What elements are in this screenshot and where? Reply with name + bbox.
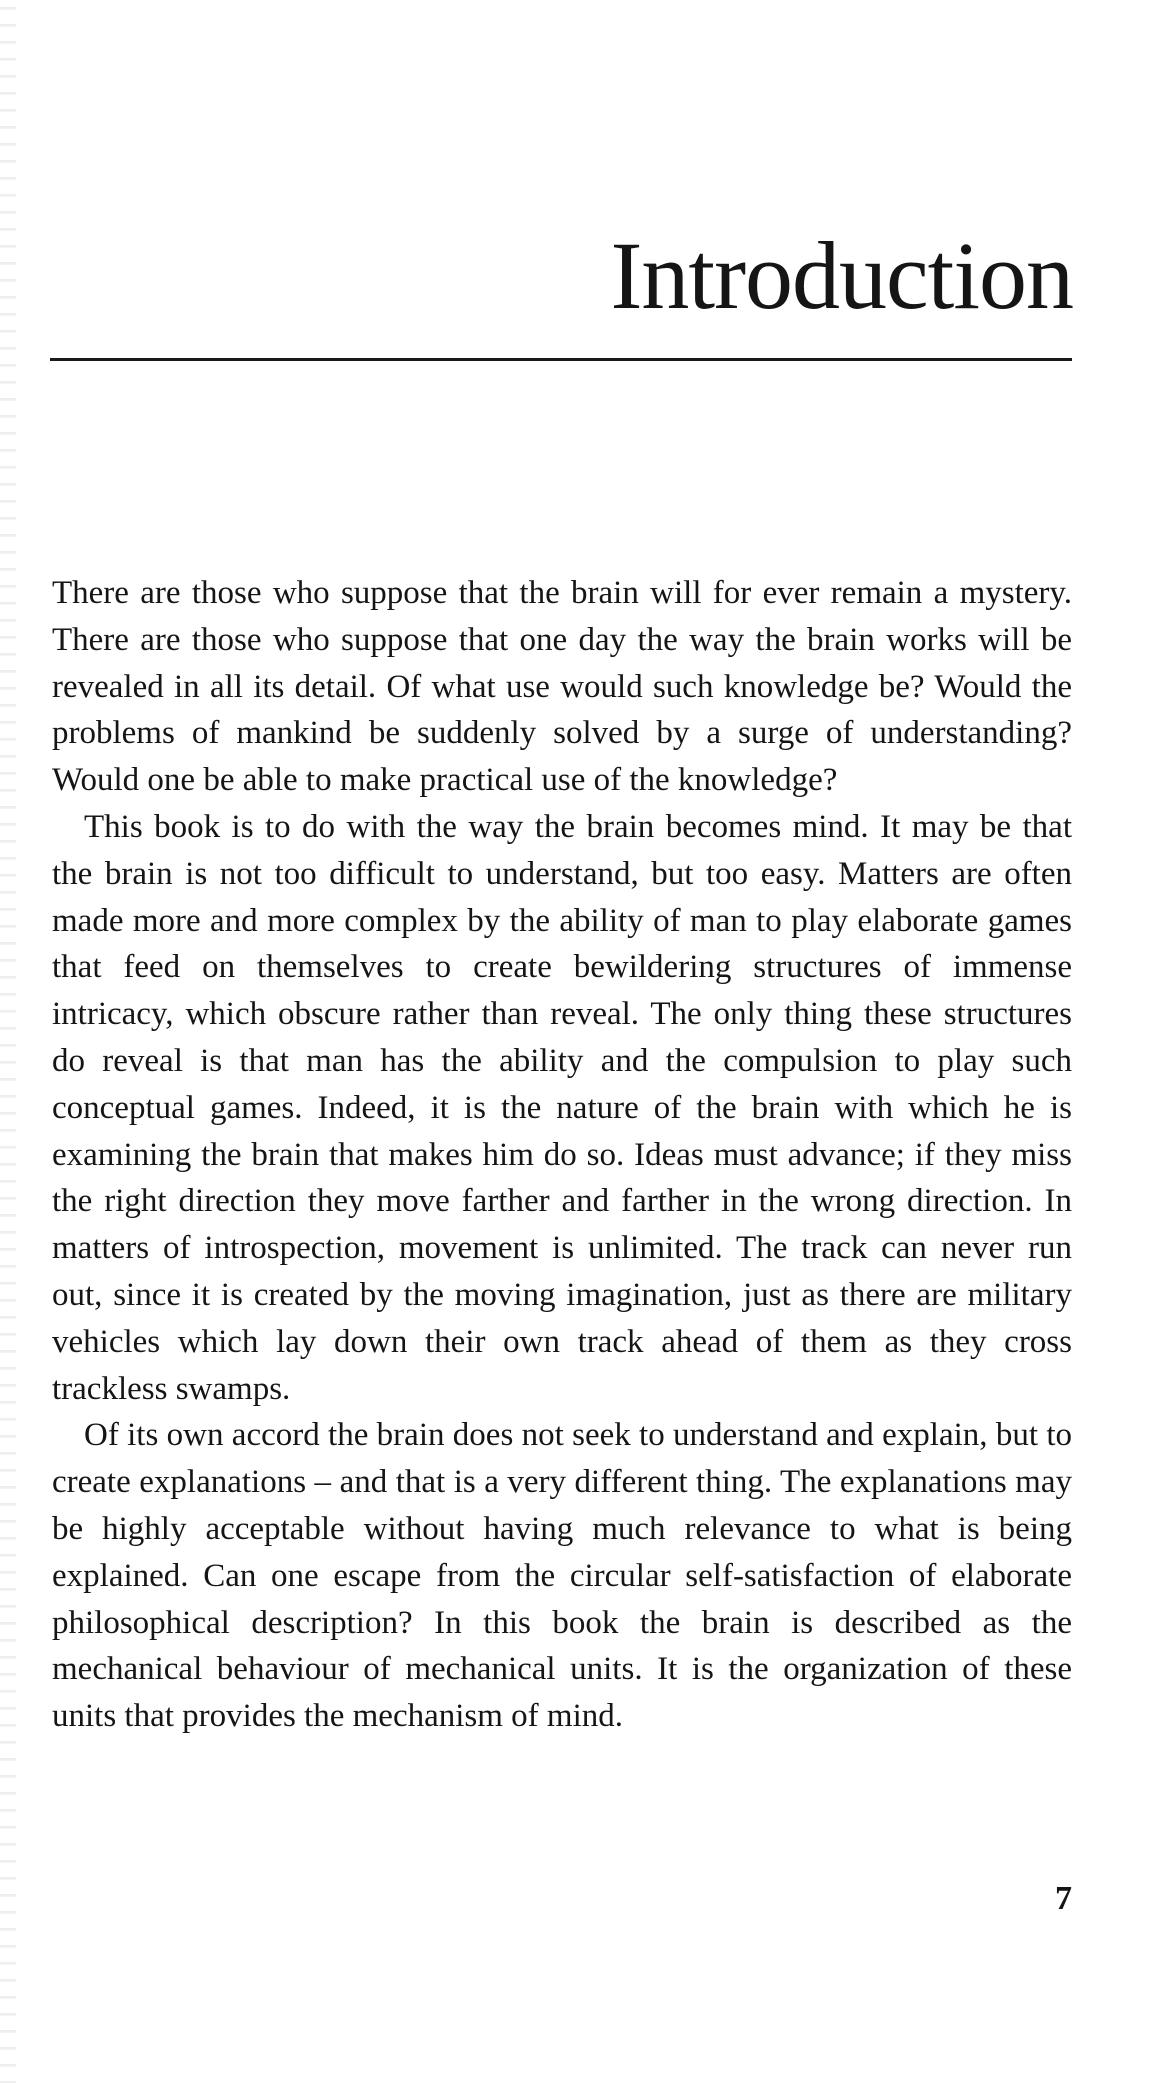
page-scan-edge <box>0 0 16 2083</box>
page-number: 7 <box>1055 1880 1072 1917</box>
paragraph-1: There are those who suppose that the brain will for ever remain a mystery. There are those who suppose that one day the way the brain works will be revealed in all its detail. Of what use would such knowledge be? Would the problems of mankind be suddenly solved by a surge of understanding? Would one be able to make practical use of the knowledge? <box>52 575 1072 799</box>
chapter-title: Introduction <box>610 222 1073 329</box>
paragraph-3: Of its own accord the brain does not seek to understand and explain, but to create explanations – and that is a very different thing. The explanations may be highly acceptable without having much relevance to what is being explained. Can one escape from the circular self-satisfaction of elaborate philosophical description? In this book the brain is described as the mechanical behaviour of mechanical units. It is the organization of these units that provides the mechanism of mind. <box>52 1417 1072 1735</box>
paragraph-2: This book is to do with the way the brain becomes mind. It may be that the brain is not too difficult to understand, but too easy. Matters are often made more and more complex by the ability of man to play elaborate games that feed on themselves to create bewildering structures of immense intricacy, which obscure rather than reveal. The only thing these structures do reveal is that man has the ability and the compulsion to play such conceptual games. Indeed, it is the nature of the brain with which he is examining the brain that makes him do so. Ideas must advance; if they miss the right direction they move farther and farther in the wrong direction. In matters of introspection, movement is unlimited. The track can never run out, since it is created by the moving imagination, just as there are military vehicles which lay down their own track ahead of them as they cross trackless swamps. <box>52 808 1072 1407</box>
title-rule <box>50 358 1072 361</box>
body-text <box>52 570 1072 1740</box>
